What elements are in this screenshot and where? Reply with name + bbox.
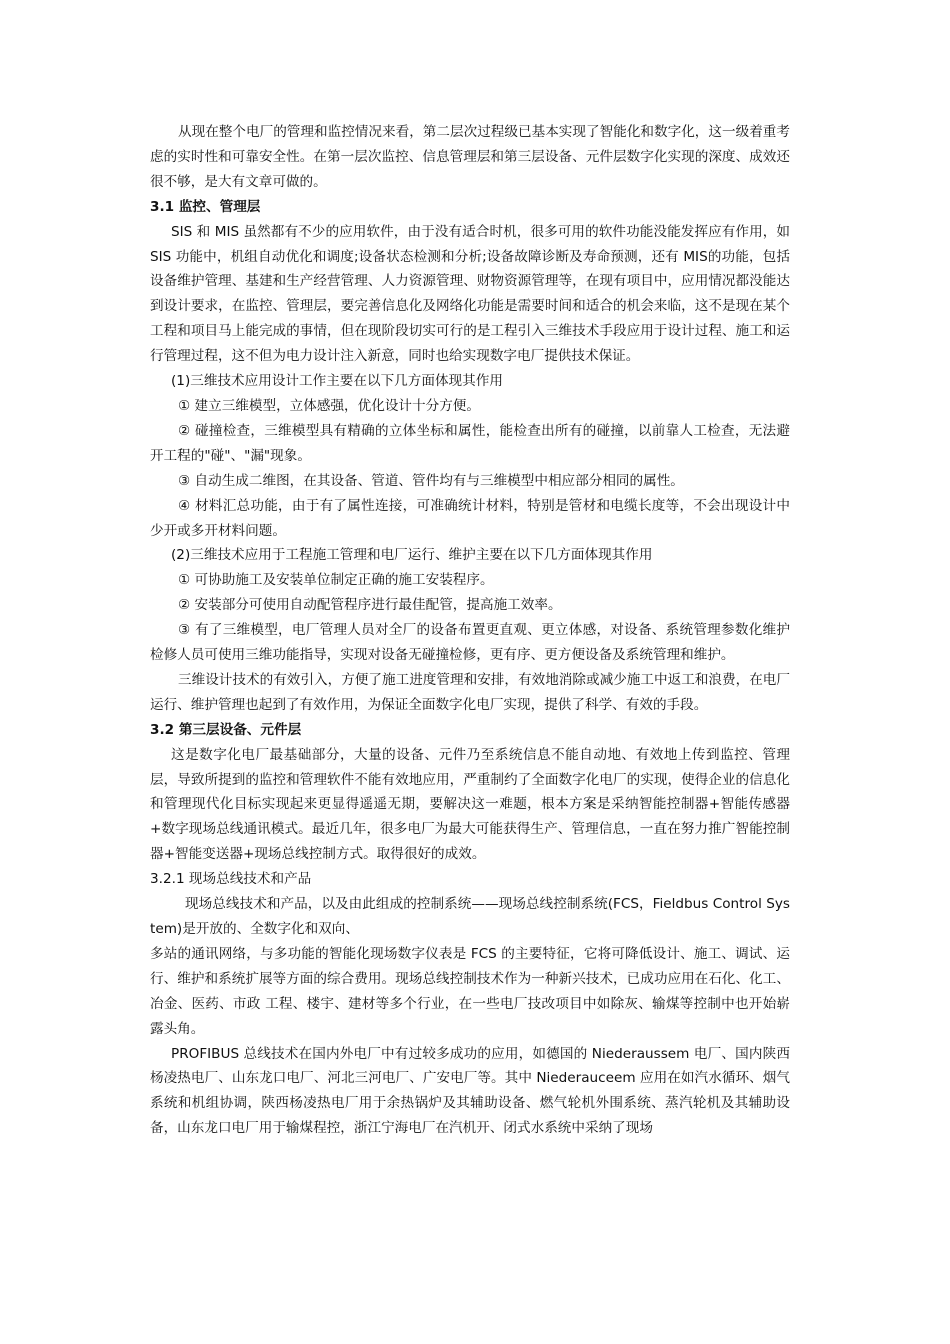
- list-item-collision: ② 碰撞检查，三维模型具有精确的立体坐标和属性，能检查出所有的碰撞，以前靠人工检查，无法避开工程的"碰"、"漏"现象。: [150, 422, 790, 464]
- paragraph-3d-summary: 三维设计技术的有效引入，方便了施工进度管理和安排，有效地消除或减少施工中返工和浪费，在电厂运行、维护管理也起到了有效作用，为保证全面数字化电厂实现，提供了科学、有效的手段。: [150, 671, 790, 713]
- paragraph-profibus: PROFIBUS 总线技术在国内外电厂中有过较多成功的应用，如德国的 Niederaussem 电厂、国内陕西杨凌热电厂、山东龙口电厂、河北三河电厂、广安电厂等。其中 Niederauceem 应用在如汽水循环、烟气系统和机组协调，陕西杨凌热电厂用于余热锅炉及其辅助设备、燃气轮机外围系统、蒸汽轮机及其辅助设备，山东龙口电厂用于输煤程控，浙江宁海电厂在汽机开、闭式水系统中采纳了现场: [150, 1045, 790, 1137]
- paragraph-fcs-features: 多站的通讯网络，与多功能的智能化现场数字仪表是 FCS 的主要特征，它将可降低设计、施工、调试、运行、维护和系统扩展等方面的综合费用。现场总线控制技术作为一种新兴技术，已成功应用在石化、化工、冶金、医药、市政 工程、楼宇、建材等多个行业，在一些电厂技改项目中如除灰、输煤等控制中也开始崭露头角。: [150, 945, 790, 1037]
- list-item-maintenance: ③ 有了三维模型，电厂管理人员对全厂的设备布置更直观、更立体感，对设备、系统管理参数化维护检修人员可使用三维功能指导，实现对设备无碰撞检修，更有序、更方便设备及系统管理和维护。: [150, 622, 790, 664]
- list-item-drawings: ③ 自动生成二维图，在其设备、管道、管件均有与三维模型中相应部分相同的属性。: [178, 472, 684, 489]
- section-heading-3-2: 3.2 第三层设备、元件层: [150, 721, 302, 738]
- paragraph-fcs-intro: 现场总线技术和产品，以及由此组成的控制系统——现场总线控制系统(FCS，Fieldbus Control System)是开放的、全数字化和双向、: [150, 896, 790, 937]
- paragraph-intro: 从现在整个电厂的管理和监控情况来看，第二层次过程级已基本实现了智能化和数字化，这一级着重考虑的实时性和可靠安全性。在第一层次监控、信息管理层和第三层设备、元件层数字化实现的深度、成效还很不够，是大有文章可做的。: [150, 124, 790, 190]
- list-item-piping: ② 安装部分可使用自动配管程序进行最佳配管，提高施工效率。: [178, 597, 562, 614]
- list-item-materials: ④ 材料汇总功能，由于有了属性连接，可准确统计材料，特别是管材和电缆长度等，不会出现设计中少开或多开材料问题。: [150, 497, 790, 539]
- paragraph-device-layer: 这是数字化电厂最基础部分，大量的设备、元件乃至系统信息不能自动地、有效地上传到监控、管理层，导致所提到的监控和管理软件不能有效地应用，严重制约了全面数字化电厂的实现，使得企业的信息化和管理现代化目标实现起来更显得遥遥无期，要解决这一难题，根本方案是采纳智能控制器+智能传感器+数字现场总线通讯模式。最近几年，很多电厂为最大可能获得生产、管理信息，一直在努力推广智能控制器+智能变送器+现场总线控制方式。取得很好的成效。: [150, 746, 790, 863]
- list-heading-design: (1)三维技术应用设计工作主要在以下几方面体现其作用: [171, 373, 503, 390]
- document-page: [150, 120, 790, 1141]
- section-heading-3-1: 3.1 监控、管理层: [150, 198, 261, 215]
- subsection-heading-3-2-1: 3.2.1 现场总线技术和产品: [150, 871, 312, 888]
- list-item-model: ① 建立三维模型，立体感强，优化设计十分方便。: [178, 397, 480, 414]
- list-heading-construction: (2)三维技术应用于工程施工管理和电厂运行、维护主要在以下几方面体现其作用: [171, 547, 653, 564]
- paragraph-sis-mis: SIS 和 MIS 虽然都有不少的应用软件，由于没有适合时机，很多可用的软件功能没能发挥应有作用，如 SIS 功能中，机组自动优化和调度;设备状态检测和分析;设备故障诊断及寿命预测，还有 MIS的功能，包括设备维护管理、基建和生产经营管理、人力资源管理、财物资源管理等，在现有项目中，应用情况都没能达到设计要求，在监控、管理层，要完善信息化及网络化功能是需要时间和适合的机会来临，这不是现在某个工程和项目马上能完成的事情，但在现阶段切实可行的是工程引入三维技术手段应用于设计过程、施工和运行管理过程，这不但为电力设计注入新意，同时也给实现数字电厂提供技术保证。: [150, 223, 790, 365]
- list-item-sequence: ① 可协助施工及安装单位制定正确的施工安装程序。: [178, 572, 494, 589]
